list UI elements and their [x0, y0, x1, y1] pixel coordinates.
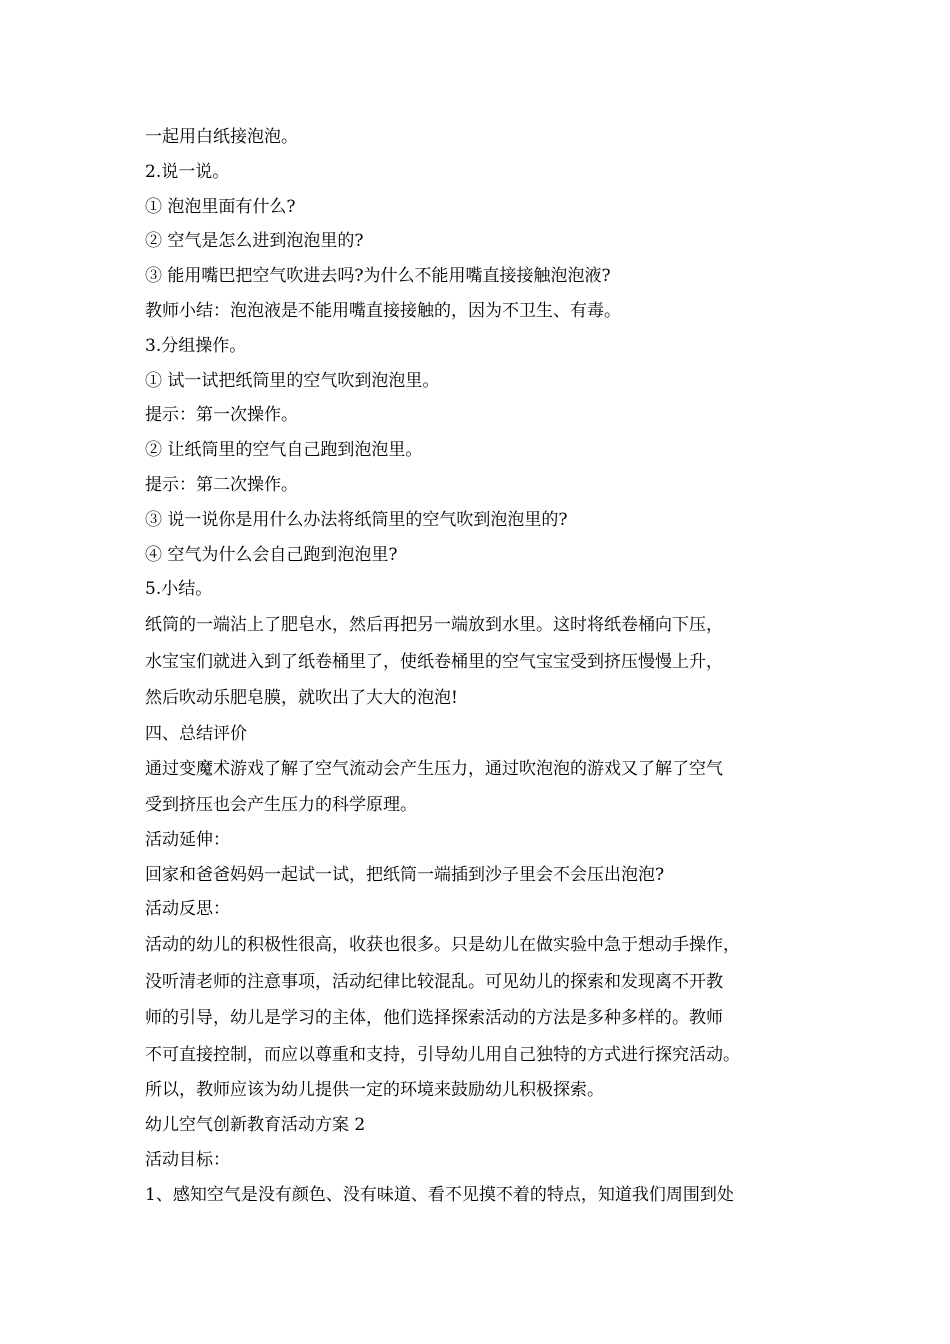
paragraph-line: 水宝宝们就进入到了纸卷桶里了，使纸卷桶里的空气宝宝受到挤压慢慢上升，	[145, 651, 723, 672]
list-item: ③ 能用嘴巴把空气吹进去吗?为什么不能用嘴直接接触泡泡液?	[145, 266, 611, 287]
section-heading: 活动延伸：	[145, 829, 230, 850]
section-heading: 2.说一说。	[145, 161, 230, 182]
section-heading: 5.小结。	[145, 579, 213, 600]
paragraph-line: 纸筒的一端沾上了肥皂水，然后再把另一端放到水里。这时将纸卷桶向下压，	[145, 615, 723, 636]
paragraph-line: 活动的幼儿的积极性很高，收获也很多。只是幼儿在做实验中急于想动手操作，	[145, 935, 740, 956]
paragraph-line: 1、感知空气是没有颜色、没有味道、看不见摸不着的特点，知道我们周围到处	[145, 1184, 734, 1205]
list-item: ④ 空气为什么会自己跑到泡泡里?	[145, 544, 398, 565]
section-heading: 活动目标：	[145, 1149, 230, 1170]
text-line: 提示：第二次操作。	[145, 474, 298, 495]
paragraph-line: 受到挤压也会产生压力的科学原理。	[145, 794, 417, 815]
section-heading: 四、总结评价	[145, 723, 247, 744]
paragraph-line: 师的引导，幼儿是学习的主体，他们选择探索活动的方法是多种多样的。教师	[145, 1008, 723, 1029]
paragraph-line: 所以，教师应该为幼儿提供一定的环境来鼓励幼儿积极探索。	[145, 1080, 604, 1101]
paragraph-line: 不可直接控制，而应以尊重和支持，引导幼儿用自己独特的方式进行探究活动。	[145, 1044, 740, 1065]
list-item: ① 试一试把纸筒里的空气吹到泡泡里。	[145, 370, 440, 391]
list-item: ② 空气是怎么进到泡泡里的?	[145, 231, 364, 252]
paragraph-line: 没听清老师的注意事项，活动纪律比较混乱。可见幼儿的探索和发现离不开教	[145, 971, 723, 992]
list-item: ② 让纸筒里的空气自己跑到泡泡里。	[145, 440, 423, 461]
list-item: ① 泡泡里面有什么?	[145, 196, 296, 217]
text-line: 一起用白纸接泡泡。	[145, 127, 298, 147]
document-body	[145, 120, 815, 1212]
document-title: 幼儿空气创新教育活动方案 2	[145, 1114, 366, 1135]
section-heading: 3.分组操作。	[145, 335, 247, 356]
paragraph-line: 通过变魔术游戏了解了空气流动会产生压力，通过吹泡泡的游戏又了解了空气	[145, 759, 723, 780]
text-line: 教师小结：泡泡液是不能用嘴直接接触的，因为不卫生、有毒。	[145, 300, 621, 321]
paragraph-line: 然后吹动乐肥皂膜，就吹出了大大的泡泡!	[145, 688, 458, 709]
text-line: 回家和爸爸妈妈一起试一试，把纸筒一端插到沙子里会不会压出泡泡?	[145, 864, 665, 885]
text-line: 提示：第一次操作。	[145, 405, 298, 426]
section-heading: 活动反思：	[145, 899, 230, 920]
list-item: ③ 说一说你是用什么办法将纸筒里的空气吹到泡泡里的?	[145, 509, 568, 530]
